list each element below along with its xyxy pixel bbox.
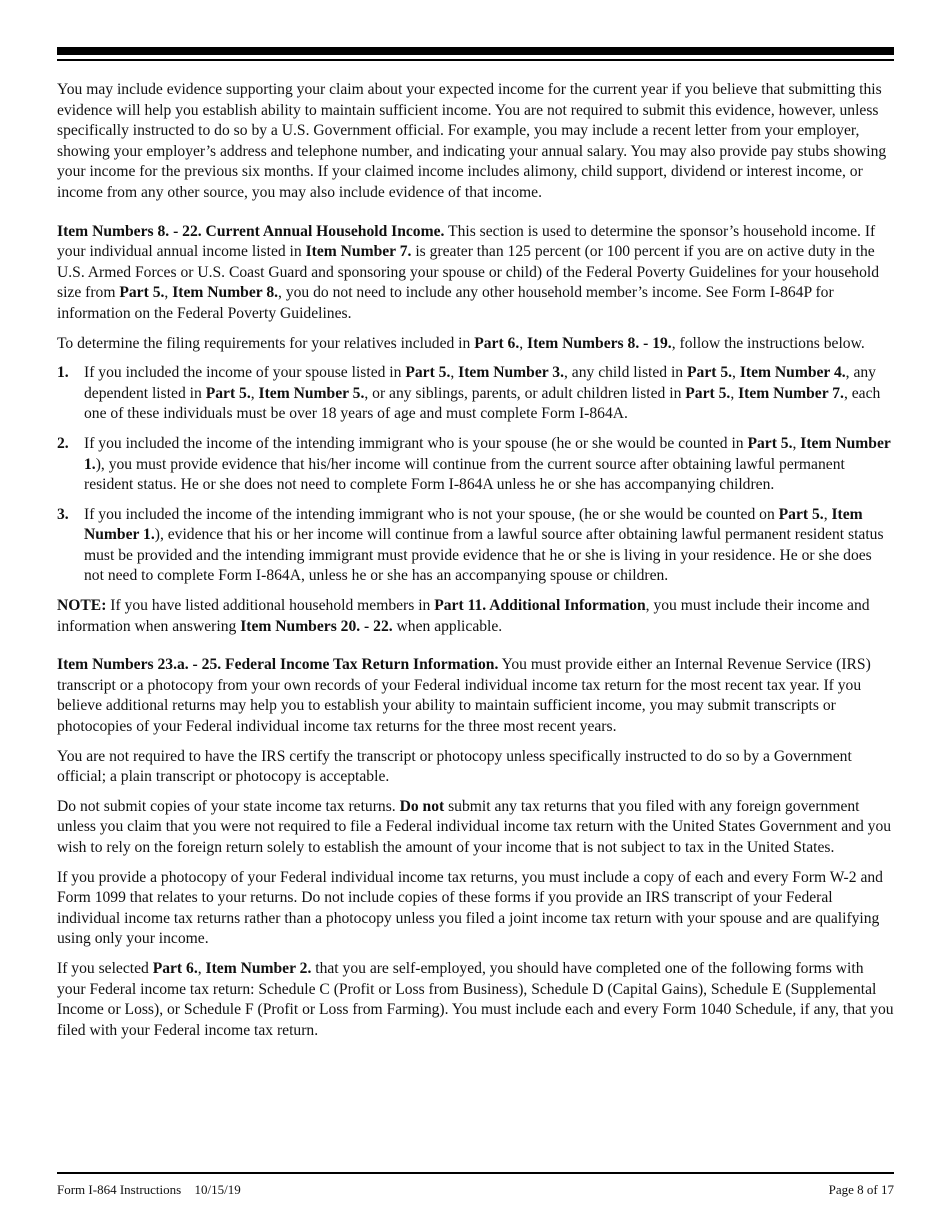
self-employed-paragraph: If you selected Part 6., Item Number 2. that you are self-employed, you should have completed one of the following forms with your Federal income tax return: Schedule C (Profit or Loss from Business), Schedule D (Capital Gains), Schedule E (Supplemental Income or Loss), or Schedule F (Profit or Loss from Farming). You must include each and every Form 1040 Schedule, if any, that you filed with your Federal income tax return. xyxy=(57,959,894,1039)
instructions-body xyxy=(57,80,895,1050)
household-heading: Item Numbers 8. - 22. Current Annual Household Income. xyxy=(57,222,445,240)
filing-requirements-list xyxy=(57,363,895,587)
header-rule-thick xyxy=(57,47,894,55)
household-income-paragraph: Item Numbers 8. - 22. Current Annual Household Income. This section is used to determine the sponsor’s household income. If your individual annual income listed in Item Number 7. is greater than 125 percent (or 100 percent if you are on active duty in the U.S. Armed Forces or U.S. Coast Guard and sponsoring your spouse or child) of the Federal Poverty Guidelines for your household size from Part 5., Item Number 8., you do not need to include any other household member’s income. See Form I-864P for information on the Federal Poverty Guidelines. xyxy=(57,222,880,322)
list-item: 1. If you included the income of your spouse listed in Part 5., Item Number 3., any child listed in Part 5., Item Number 4., any dependent listed in Part 5., Item Number 5., or any siblings, parents, or adult children listed in Part 5., Item Number 7., each one of these individuals must be over 18 years of age and must complete Form I-864A. xyxy=(57,364,881,423)
irs-certify-paragraph: You are not required to have the IRS certify the transcript or photocopy unless specifically instructed to do so by a Government official; a plain transcript or photocopy is acceptable. xyxy=(57,747,852,786)
photocopy-paragraph: If you provide a photocopy of your Federal individual income tax returns, you must include a copy of each and every Form W-2 and Form 1099 that relates to your returns. Do not include copies of these forms if you provide an IRS transcript of your Federal individual income tax returns rather than a photocopy unless you filed a joint income tax return with your spouse and are qualifying using only your income. xyxy=(57,868,883,948)
tax-return-paragraph: Item Numbers 23.a. - 25. Federal Income Tax Return Information. You must provide either an Internal Revenue Service (IRS) transcript or a photocopy from your own records of your Federal individual income tax return for the most recent tax year. If you believe additional returns may help you to establish your ability to maintain sufficient income, you may submit transcripts or photocopies of your Federal individual income tax returns for the three most recent years. xyxy=(57,656,871,736)
intro-paragraph: You may include evidence supporting your claim about your expected income for the current year if you believe that submitting this evidence will help you establish ability to maintain sufficient income. You are not required to submit this evidence, however, unless specifically instructed to do so by a U.S. Government official. For example, you may include a recent letter from your employer, showing your employer’s address and telephone number, and indicating your annual salary. You may also provide pay stubs showing your income for the previous six months. If your claimed income includes alimony, child support, dividend or interest income, or income from any other source, you may also include evidence of that income. xyxy=(57,81,887,201)
footer-form-name: Form I-864 Instructions xyxy=(57,1182,182,1197)
state-returns-paragraph: Do not submit copies of your state income tax returns. Do not submit any tax returns that you filed with any foreign government unless you claim that you were not required to file a Federal individual income tax return with the United States Government and you wish to rely on the foreign return solely to establish the amount of your income that is not subject to tax in the United States. xyxy=(57,797,892,856)
list-item: 2. If you included the income of the intending immigrant who is your spouse (he or she would be counted in Part 5., Item Number 1.), you must provide evidence that his/her income will continue from the current source after obtaining lawful permanent resident status. He or she does not need to complete Form I-864A unless he or she has accompanying children. xyxy=(57,434,891,494)
filing-requirements-paragraph: To determine the filing requirements for your relatives included in Part 6., Item Numbers 8. - 19., follow the instructions below. xyxy=(57,334,865,352)
footer-rule xyxy=(57,1172,894,1174)
footer-edition-date: 10/15/19 xyxy=(194,1182,241,1197)
tax-heading: Item Numbers 23.a. - 25. Federal Income Tax Return Information. xyxy=(57,656,499,674)
note-paragraph: NOTE: If you have listed additional household members in Part 11. Additional Information, you must include their income and information when answering Item Numbers 20. - 22. when applicable. xyxy=(57,597,870,635)
footer-form-info xyxy=(57,1182,241,1198)
note-label: NOTE: xyxy=(57,597,107,615)
page-number: Page 8 of 17 xyxy=(828,1182,894,1197)
list-item: 3. If you included the income of the intending immigrant who is not your spouse, (he or she would be counted on Part 5., Item Number 1.), evidence that his or her income will continue from a lawful source after obtaining lawful permanent resident status must be provided and the intending immigrant must provide evidence that he or she is living in your residence. He or she does not need to complete Form I-864A, unless he or she has an accompanying spouse or children. xyxy=(57,505,884,585)
page-footer xyxy=(57,1182,894,1198)
header-rule-thin xyxy=(57,59,894,61)
